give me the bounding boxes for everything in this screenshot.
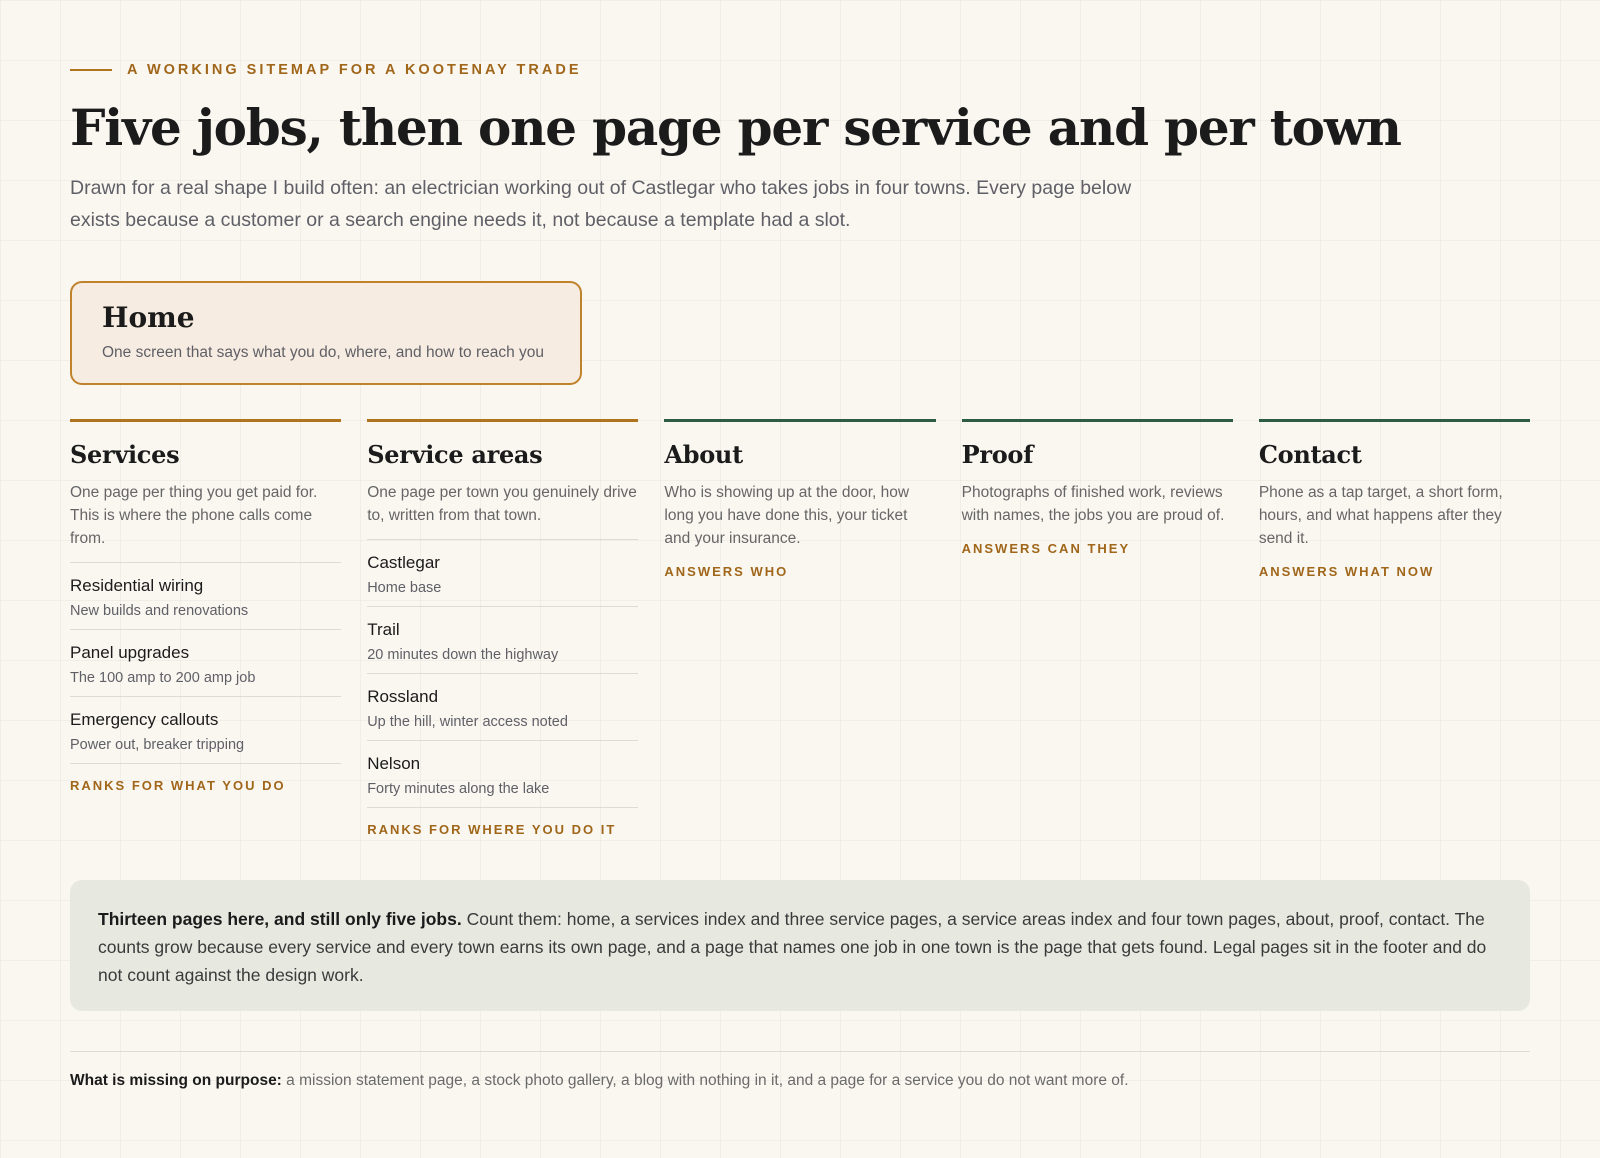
- column-title: Service areas: [367, 440, 543, 469]
- column-tag: ANSWERS WHAT NOW: [1258, 564, 1435, 579]
- column-tag: RANKS FOR WHERE YOU DO IT: [367, 822, 617, 837]
- page-title: Five jobs, then one page per service and per town: [70, 98, 1401, 157]
- item-name: Rossland: [367, 687, 439, 706]
- eyebrow: [70, 62, 582, 78]
- column-tag: RANKS FOR WHAT YOU DO: [70, 778, 286, 793]
- item-name: Trail: [367, 620, 400, 639]
- item-sub: Power out, breaker tripping: [70, 737, 245, 753]
- list-item: [367, 674, 638, 741]
- item-name: Emergency callouts: [70, 710, 219, 729]
- item-sub: 20 minutes down the highway: [367, 647, 559, 663]
- town-list: [367, 539, 638, 808]
- column-desc: One page per town you genuinely drive to, written from that town.: [367, 484, 637, 524]
- item-name: Castlegar: [367, 553, 440, 572]
- column-service-areas: [367, 419, 638, 837]
- item-name: Nelson: [367, 754, 421, 773]
- missing-strong: What is missing on purpose:: [70, 1072, 282, 1089]
- list-item: [70, 563, 341, 630]
- note-text: Count them: home, a services index and three service pages, a service areas index and four town pages, about, proof, contact. The counts grow because every service and every town earns its own page, and a page that names one job in one town is the page that gets found. Legal pages sit in the footer and do not count against the design work.: [98, 909, 1487, 985]
- column-tag: ANSWERS WHO: [664, 564, 789, 579]
- item-name: Residential wiring: [70, 576, 204, 595]
- column-about: [664, 419, 935, 837]
- column-title: Services: [70, 440, 180, 469]
- home-title: Home: [102, 301, 195, 334]
- column-proof: [962, 419, 1233, 837]
- item-name: Panel upgrades: [70, 643, 190, 662]
- item-sub: Forty minutes along the lake: [367, 781, 550, 797]
- list-item: [367, 607, 638, 674]
- column-desc: One page per thing you get paid for. This is where the phone calls come from.: [70, 484, 318, 547]
- intro-text: Drawn for a real shape I build often: an electrician working out of Castlegar who takes jobs in four towns. Every page below exists because a customer or a search engine needs it, not because a template had a slot.: [70, 177, 1132, 231]
- note-strong: Thirteen pages here, and still only five jobs.: [98, 909, 462, 929]
- list-item: [70, 630, 341, 697]
- column-title: About: [664, 440, 743, 469]
- home-node: [70, 281, 582, 385]
- item-sub: Home base: [367, 580, 442, 596]
- service-list: [70, 562, 341, 764]
- column-desc: Photographs of finished work, reviews with names, the jobs you are proud of.: [961, 484, 1225, 524]
- item-sub: Up the hill, winter access noted: [367, 714, 568, 730]
- column-title: Contact: [1258, 440, 1362, 469]
- column-tag: ANSWERS CAN THEY: [961, 541, 1131, 556]
- item-sub: New builds and renovations: [70, 603, 249, 619]
- column-desc: Who is showing up at the door, how long you have done this, your ticket and your insurance.: [664, 484, 910, 547]
- home-desc: One screen that says what you do, where, and how to reach you: [102, 344, 545, 361]
- column-title: Proof: [961, 440, 1034, 469]
- item-sub: The 100 amp to 200 amp job: [70, 670, 256, 686]
- column-contact: [1259, 419, 1530, 837]
- column-desc: Phone as a tap target, a short form, hours, and what happens after they send it.: [1258, 484, 1503, 547]
- missing-note: [70, 1072, 1530, 1090]
- divider: [70, 1051, 1530, 1052]
- eyebrow-rule: [70, 69, 112, 71]
- list-item: [367, 741, 638, 808]
- sitemap-columns: [70, 419, 1530, 837]
- eyebrow-text: A WORKING SITEMAP FOR A KOOTENAY TRADE: [127, 62, 582, 78]
- list-item: [70, 697, 341, 764]
- column-services: [70, 419, 341, 837]
- missing-text: a mission statement page, a stock photo gallery, a blog with nothing in it, and a page for a service you do not want more of.: [281, 1072, 1129, 1089]
- summary-note: [70, 880, 1530, 1011]
- list-item: [367, 540, 638, 607]
